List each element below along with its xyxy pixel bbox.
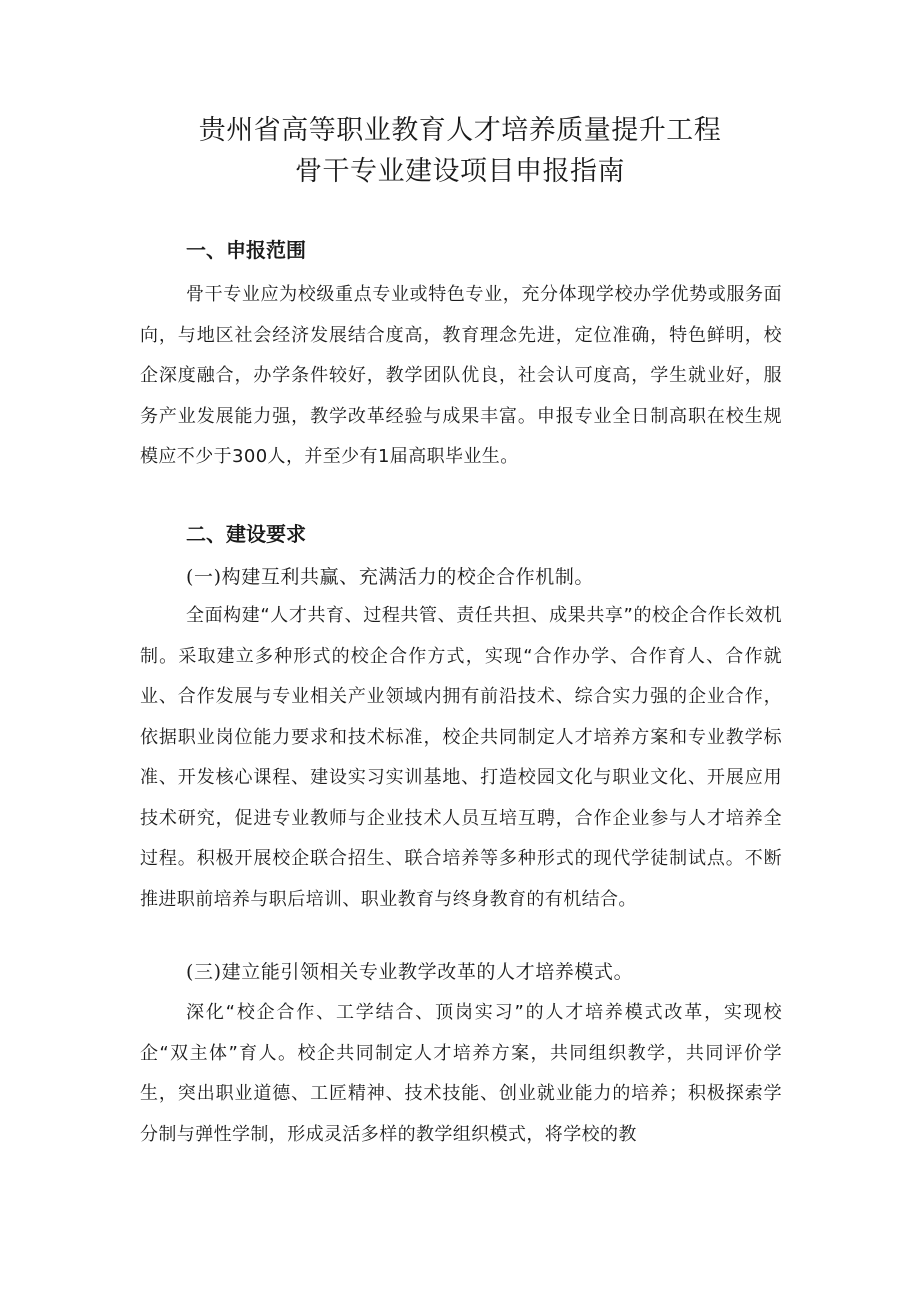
subsection-heading-cooperation: (一)构建互利共赢、充满活力的校企合作机制。	[186, 566, 595, 588]
section-heading-requirements: 二、建设要求	[186, 522, 306, 546]
subsection-paragraph-training-model: 深化“校企合作、工学结合、顶岗实习”的人才培养模式改革，实现校企“双主体”育人。校企共同制定人才培养方案，共同组织教学，共同评价学生，突出职业道德、工匠精神、技术技能、创业就业能力的培养；积极探索学分制与弹性学制，形成灵活多样的教学组织模式，将学校的教	[140, 1002, 782, 1145]
section-heading-scope: 一、申报范围	[186, 238, 306, 262]
document-title-line2: 骨干专业建设项目申报指南	[295, 156, 625, 187]
subsection-paragraph-cooperation: 全面构建“人才共育、过程共管、责任共担、成果共享”的校企合作长效机制。采取建立多种形式的校企合作方式，实现“合作办学、合作育人、合作就业、合作发展与专业相关产业领域内拥有前沿技术、综合实力强的企业合作，依据职业岗位能力要求和技术标准，校企共同制定人才培养方案和专业教学标准、开发核心课程、建设实习实训基地、打造校园文化与职业文化、开展应用技术研究，促进专业教师与企业技术人员互培互聘，合作企业参与人才培养全过程。积极开展校企联合招生、联合培养等多种形式的现代学徒制试点。不断推进职前培养与职后培训、职业教育与终身教育的有机结合。	[140, 605, 782, 910]
section-paragraph-scope: 骨干专业应为校级重点专业或特色专业，充分体现学校办学优势或服务面向，与地区社会经济发展结合度高，教育理念先进，定位准确，特色鲜明，校企深度融合，办学条件较好，教学团队优良，社会认可度高，学生就业好，服务产业发展能力强，教学改革经验与成果丰富。申报专业全日制高职在校生规模应不少于300人，并至少有1届高职毕业生。	[140, 284, 782, 467]
subsection-heading-training-model: (三)建立能引领相关专业教学改革的人才培养模式。	[186, 961, 634, 983]
document-title-line1: 贵州省高等职业教育人才培养质量提升工程	[198, 115, 722, 146]
